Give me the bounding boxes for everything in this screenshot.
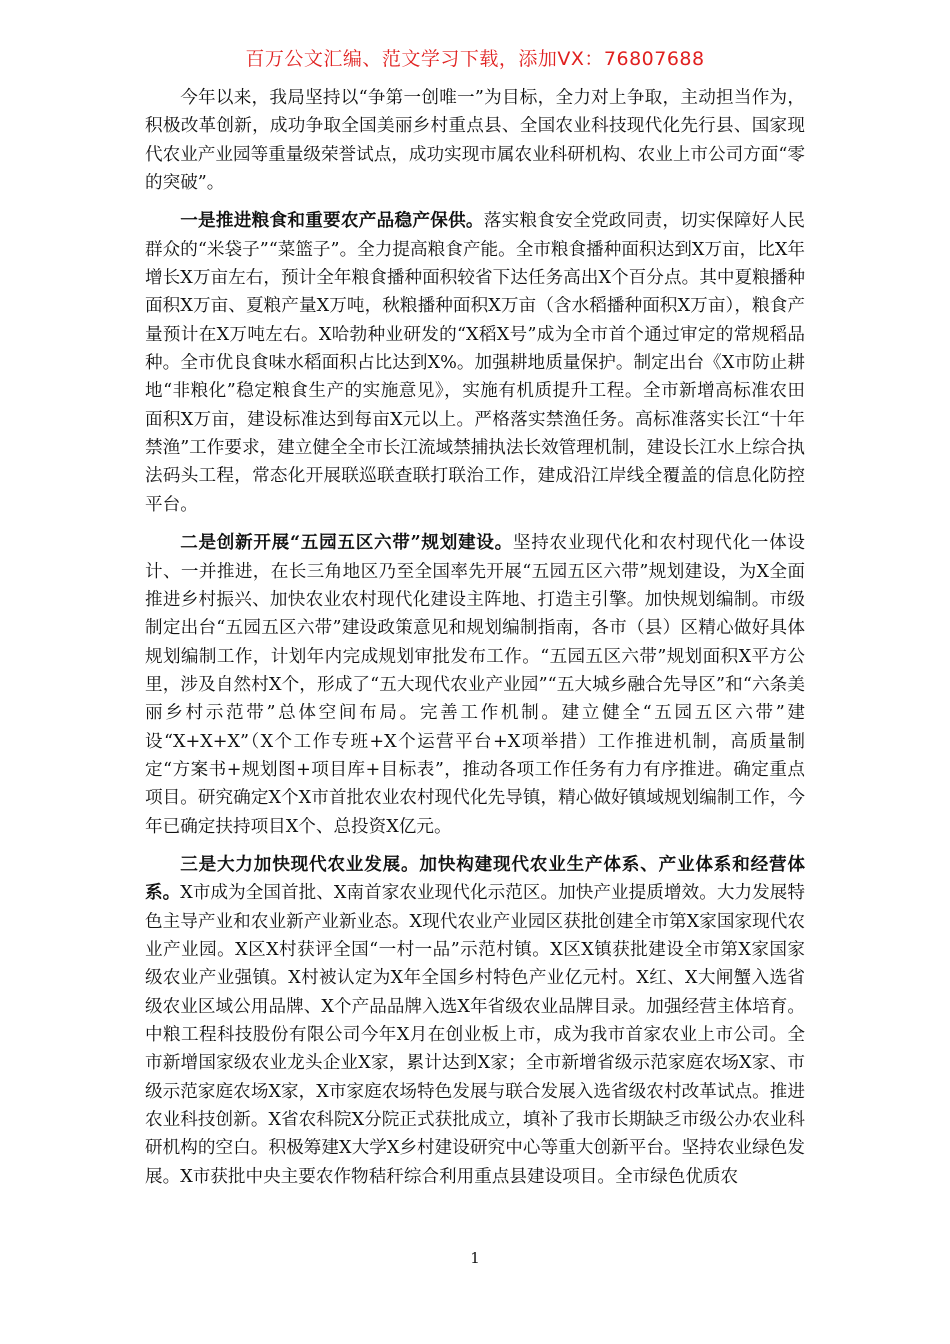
intro-paragraph [145,84,805,197]
section-2-body: 坚持农业现代化和农村现代化一体设计、一并推进，在长三角地区乃至全国率先开展“五园五区六带”规划建设，为X全面推进乡村振兴、加快农业农村现代化建设主阵地、打造主引擎。加快规划编制。市级制定出台“五园五区六带”建设政策意见和规划编制指南，各市（县）区精心做好具体规划编制工作，计划年内完成规划审批发布工作。“五园五区六带”规划面积X平方公里，涉及自然村X个，形成了“五大现代农业产业园”“五大城乡融合先导区”和“六条美丽乡村示范带”总体空间布局。完善工作机制。建立健全“五园五区六带”建设“X+X+X”（X个工作专班+X个运营平台+X项举措）工作推进机制，高质量制定“方案书+规划图+项目库+目标表”，推动各项工作任务有力有序推进。确定重点项目。研究确定X个X市首批农业农村现代化先导镇，精心做好镇域规划编制工作，今年已确定扶持项目X个、总投资X亿元。 [145,533,805,837]
intro-text: 今年以来，我局坚持以“争第一创唯一”为目标，全力对上争取，主动担当作为，积极改革创新，成功争取全国美丽乡村重点县、全国农业科技现代化先行县、国家现代农业产业园等重量级荣誉试点，成功实现市属农业科研机构、农业上市公司方面“零的突破”。 [145,88,805,194]
section-2-heading: 二是创新开展“五园五区六带”规划建设。 [180,532,513,554]
page-number: 1 [470,1249,480,1267]
section-1-heading: 一是推进粮食和重要农产品稳产保供。 [180,210,484,232]
section-1-body: 落实粮食安全党政同责，切实保障好人民群众的“米袋子”“菜篮子”。全力提高粮食产能。全市粮食播种面积达到X万亩，比X年增长X万亩左右，预计全年粮食播种面积较省下达任务高出X个百分点。其中夏粮播种面积X万亩、夏粮产量X万吨，秋粮播种面积X万亩（含水稻播种面积X万亩），粮食产量预计在X万吨左右。X哈勃种业研发的“X稻X号”成为全市首个通过审定的常规稻品种。全市优良食味水稻面积占比达到X%。加强耕地质量保护。制定出台《X市防止耕地“非粮化”稳定粮食生产的实施意见》，实施有机质提升工程。全市新增高标准农田面积X万亩，建设标准达到每亩X元以上。严格落实禁渔任务。高标准落实长江“十年禁渔”工作要求，建立健全全市长江流域禁捕执法长效管理机制，建设长江水上综合执法码头工程，常态化开展联巡联查联打联治工作，建成沿江岸线全覆盖的信息化防控平台。 [145,211,805,515]
section-3-body: X市成为全国首批、X南首家农业现代化示范区。加快产业提质增效。大力发展特色主导产业和农业新产业新业态。X现代农业产业园区获批创建全市第X家国家现代农业产业园。X区X村获评全国“一村一品”示范村镇。X区X镇获批建设全市第X家国家级农业产业强镇。X村被认定为X年全国乡村特色产业亿元村。X红、X大闸蟹入选省级农业区域公用品牌、X个产品品牌入选X年省级农业品牌目录。加强经营主体培育。中粮工程科技股份有限公司今年X月在创业板上市，成为我市首家农业上市公司。全市新增国家级农业龙头企业X家，累计达到X家；全市新增省级示范家庭农场X家、市级示范家庭农场X家，X市家庭农场特色发展与联合发展入选省级农村改革试点。推进农业科技创新。X省农科院X分院正式获批成立，填补了我市长期缺乏市级公办农业科研机构的空白。积极筹建X大学X乡村建设研究中心等重大创新平台。坚持农业绿色发展。X市获批中央主要农作物秸秆综合利用重点县建设项目。全市绿色优质农 [145,883,805,1187]
section-3-paragraph [145,851,805,1191]
document-body [145,84,805,1201]
section-1-paragraph [145,207,805,519]
section-3-heading: 三是大力加快现代农业发展。加快构建现代农业生产体系、产业体系和经营体系。 [145,853,805,904]
promo-banner: 百万公文汇编、范文学习下载，添加VX：76807688 [245,48,705,70]
section-2-paragraph [145,529,805,841]
